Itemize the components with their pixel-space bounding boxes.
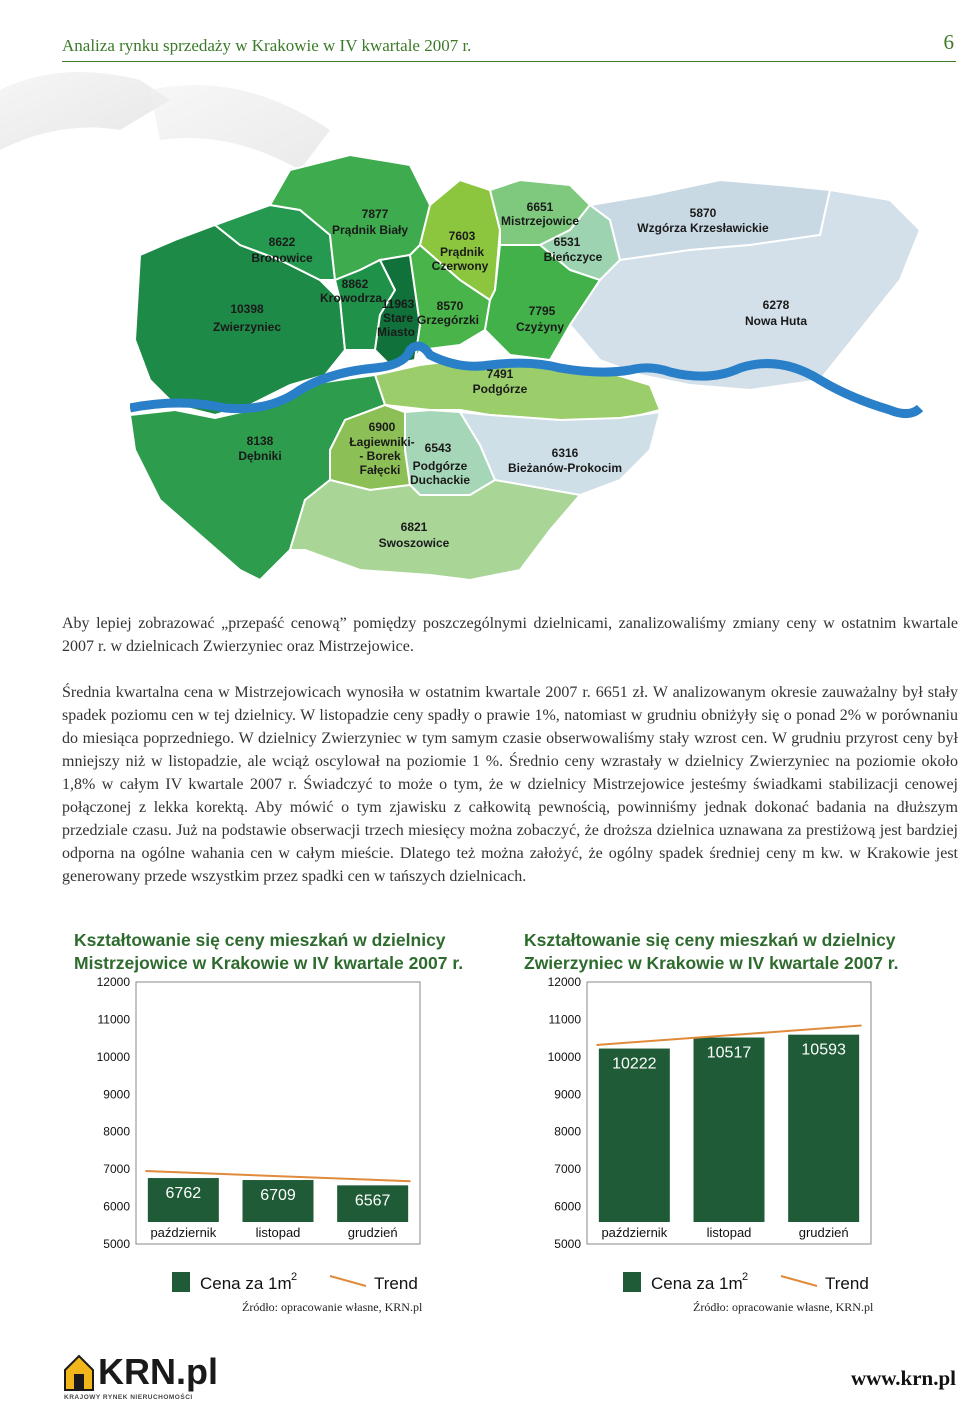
y-tick-label: 12000	[96, 975, 130, 989]
paragraph-intro: Aby lepiej zobrazować „przepaść cenową” pomiędzy poszczególnymi dzielnicami, zanalizowaliśmy zmiany ceny w ostatnim kwartale 2007 r. w dzielnicach Zwierzyniec oraz Mistrzejowice.	[62, 615, 958, 655]
chart2-title-line1: Kształtowanie się ceny mieszkań w dzielnicy	[524, 930, 896, 950]
chart1-title	[74, 929, 463, 975]
label-czyzyny-price: 7795	[528, 304, 556, 318]
label-swoszowice-name: Swoszowice	[378, 536, 450, 550]
label-mistrzejowice-price: 6651	[526, 200, 554, 214]
bar-value-label: 10517	[706, 1044, 752, 1062]
label-biezanow-price: 6316	[551, 446, 579, 460]
label-duchackie-line1: Podgórze	[412, 459, 468, 473]
label-mistrzejowice-name: Mistrzejowice	[500, 214, 580, 228]
label-bienczyce-name: Bieńczyce	[543, 250, 603, 264]
y-tick-label: 9000	[103, 1087, 130, 1102]
label-bienczyce-price: 6531	[553, 235, 581, 249]
y-tick-label: 11000	[97, 1012, 130, 1027]
y-tick-label: 5000	[554, 1237, 581, 1251]
y-tick-label: 7000	[103, 1162, 130, 1177]
label-swoszowice-price: 6821	[400, 520, 428, 534]
house-icon	[62, 1352, 96, 1392]
y-tick-label: 8000	[554, 1124, 581, 1139]
y-tick-label: 11000	[548, 1012, 581, 1027]
chart1-title-line2: Mistrzejowice w Krakowie w IV kwartale 2007 r.	[74, 953, 464, 973]
chart2-zwierzyniec	[541, 972, 901, 1302]
label-wzgorza-name: Wzgórza Krzesławickie	[637, 221, 769, 235]
bar-value-label: 6567	[354, 1192, 391, 1210]
label-pradnik-czerwony-price: 7603	[448, 229, 476, 243]
label-debniki-name: Dębniki	[238, 449, 282, 463]
label-pradnik-bialy-name: Prądnik Biały	[331, 223, 409, 237]
legend-trend-label: Trend	[374, 1274, 418, 1293]
label-krowodrza-name: Krowodrza	[319, 291, 383, 305]
chart1-title-line1: Kształtowanie się ceny mieszkań w dzielnicy	[74, 930, 446, 950]
bar-listopad	[694, 1038, 765, 1222]
label-grzegorzki-name: Grzegórzki	[416, 313, 480, 327]
bar-październik	[599, 1049, 670, 1222]
y-tick-label: 6000	[103, 1199, 130, 1214]
chart2-title	[524, 929, 899, 975]
label-pradnik-czerwony-line1: Prądnik	[439, 245, 485, 259]
y-tick-label: 8000	[103, 1124, 130, 1139]
chart2-title-line2: Zwierzyniec w Krakowie w IV kwartale 2007 r.	[524, 953, 899, 973]
legend-bar-label: Cena za 1m	[200, 1274, 292, 1293]
label-pradnik-czerwony-line2: Czerwony	[431, 259, 489, 273]
paragraph-analysis: Średnia kwartalna cena w Mistrzejowicach wynosiła w ostatnim kwartale 2007 r. 6651 zł. W analizowanym okresie zauważalny był stały spadek poziomu cen w tej dzielnicy. W listopadzie ceny spadły o prawie 1%, natomiast w grudniu obniżyły się o ponad 2% w porównaniu do miesiąca poprzedniego. W dzielnicy Zwierzyniec w tym samym czasie obserwowaliśmy stały wzrost cen. W grudniu przyrost ceny był mniejszy niż w listopadzie, ale wciąż oscylował na poziomie 1 %. Średnio ceny wzrastały w dzielnicy Zwierzyniec na poziomie około 1,8% w całym IV kwartale 2007 r. Świadczyć to może o tym, że w dzielnicy Mistrzejowice jesteśmy świadkami stabilizacji cenowej połączonej z lekka korektą. Aby mówić o tym zjawisku z całkowitą pewnością, powinniśmy jednak dokonać badania na dłuższym przedziale czasu. Już na podstawie obserwacji trzech miesięcy można zobaczyć, że droższa dzielnica uznawana za prestiżową jest bardziej odporna na ogólne wahania cen w całym mieście. Dlatego też można założyć, że ogólny spadek średniej ceny m kw. w Krakowie jest generowany przede wszystkim przez spadki cen w tańszych dzielnicach.	[62, 684, 958, 885]
label-debniki-price: 8138	[246, 434, 274, 448]
logo-subtitle: KRAJOWY RYNEK NIERUCHOMOŚCI	[64, 1394, 193, 1401]
legend-bar-swatch	[623, 1272, 641, 1292]
label-pradnik-bialy-price: 7877	[361, 207, 389, 221]
running-header-title: Analiza rynku sprzedaży w Krakowie w IV kwartale 2007 r.	[62, 36, 472, 55]
label-grzegorzki-price: 8570	[436, 299, 464, 313]
legend-trend-label: Trend	[825, 1274, 869, 1293]
label-bronowice-price: 8622	[268, 235, 296, 249]
bar-grudzień	[788, 1035, 859, 1222]
label-podgorze-price: 7491	[486, 367, 514, 381]
y-tick-label: 10000	[547, 1049, 581, 1064]
site-url[interactable]: www.krn.pl	[850, 1366, 956, 1390]
bar-value-label: 10222	[612, 1055, 657, 1073]
y-tick-label: 6000	[554, 1199, 581, 1214]
legend-bar-label-sup: 2	[742, 1271, 749, 1283]
x-category-label: listopad	[255, 1225, 301, 1240]
label-nowa-huta-name: Nowa Huta	[744, 314, 808, 328]
x-category-label: październik	[601, 1225, 668, 1240]
chart1-mistrzejowice	[90, 972, 450, 1302]
x-category-label: grudzień	[798, 1225, 849, 1240]
y-tick-label: 5000	[103, 1237, 130, 1251]
x-category-label: listopad	[706, 1225, 752, 1240]
logo-text: KRN.pl	[98, 1351, 218, 1392]
y-tick-label: 12000	[547, 975, 581, 989]
bar-value-label: 6709	[260, 1187, 296, 1205]
y-tick-label: 9000	[554, 1087, 581, 1102]
x-category-label: październik	[150, 1225, 217, 1240]
label-czyzyny-name: Czyżyny	[515, 320, 565, 334]
label-duchackie-price: 6543	[424, 441, 452, 455]
label-zwierzyniec-price: 10398	[230, 302, 264, 316]
chart1-source: Źródło: opracowanie własne, KRN.pl	[242, 1300, 423, 1314]
page-number: 6	[943, 30, 954, 54]
legend-trend-swatch	[330, 1276, 366, 1286]
legend-bar-swatch	[172, 1272, 190, 1292]
y-tick-label: 10000	[96, 1049, 130, 1064]
legend-bar-label: Cena za 1m	[651, 1274, 743, 1293]
label-podgorze-name: Podgórze	[472, 382, 528, 396]
x-category-label: grudzień	[347, 1225, 398, 1240]
label-zwierzyniec-name: Zwierzyniec	[212, 320, 282, 334]
chart2-source: Źródło: opracowanie własne, KRN.pl	[693, 1300, 874, 1314]
bar-value-label: 10593	[801, 1041, 846, 1059]
label-krowodrza-price: 8862	[341, 277, 369, 291]
bar-value-label: 6762	[165, 1185, 202, 1203]
legend-bar-label-sup: 2	[291, 1271, 298, 1283]
krakow-district-map	[130, 150, 930, 610]
label-lagiewniki-line3: Fałęcki	[359, 463, 401, 477]
label-stare-miasto-line1: Stare	[382, 311, 414, 325]
y-tick-label: 7000	[554, 1162, 581, 1177]
district-swoszowice	[290, 480, 580, 580]
label-lagiewniki-line2: - Borek	[359, 449, 401, 463]
label-stare-miasto-price: 11963	[381, 297, 415, 311]
krn-logo	[62, 1352, 262, 1404]
label-bronowice-name: Bronowice	[251, 251, 313, 265]
label-lagiewniki-price: 6900	[368, 420, 396, 434]
label-wzgorza-price: 5870	[689, 206, 717, 220]
label-lagiewniki-line1: Łagiewniki-	[349, 435, 415, 449]
label-nowa-huta-price: 6278	[762, 298, 790, 312]
label-stare-miasto-line2: Miasto	[376, 325, 416, 339]
label-duchackie-line2: Duchackie	[409, 473, 471, 487]
legend-trend-swatch	[781, 1276, 817, 1286]
label-biezanow-name: Bieżanów-Prokocim	[507, 461, 623, 475]
